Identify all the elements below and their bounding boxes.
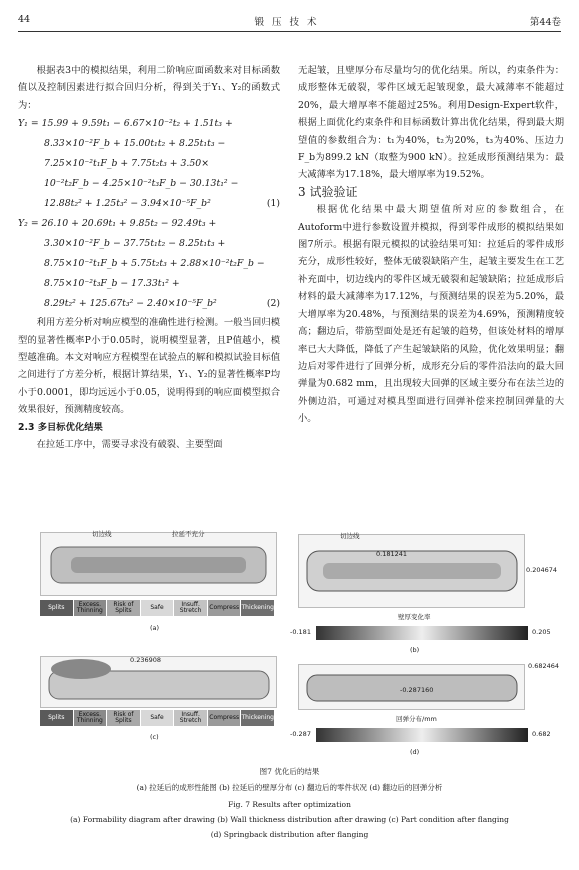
journal-title: 锻压技术: [254, 17, 325, 28]
equation-1: [18, 114, 280, 214]
intro-paragraph: 根据表3中的模拟结果，利用二阶响应面函数来对目标函数值以及控制因素进行拟合回归分析，得到关于Y₁、Y₂的函数式为：: [18, 65, 280, 111]
verification-paragraph: 根据优化结果中最大期望值所对应的参数组合，在Autoform中进行参数设置并模拟，得到零件成形的模拟结果如图7所示。根据有限元模拟的试验结果可知：拉延后的零件成形充分，成形性较好，整体无破裂缺陷产生，起皱主要发生在工艺补充面中，切边线内的零件区域无破裂和起皱缺陷；拉延成形后材料的最大减薄率为17.12%，与预测结果的误差为5.20%，最大增厚率为20.48%，与预测结果的误差为4.69%，预测精度较高；翻边后，带筋型面处是还有起皱的趋势，但该处材料的增厚率已大大降低，降低了产生起皱缺陷的风险，优化效果明显；翻边后对零件进行了回弹分析，成形充分后的零件沿法向的最大回弹量为0.682 mm，且出现较大回弹的区域主要分布在法兰边的外侧边沿，可通过对模具型面进行回弹补偿来控制回弹量的大小。: [298, 204, 564, 425]
part-a-shape: [41, 533, 276, 595]
figure-subcaption-en-2: (d) Springback distribution after flanging: [210, 830, 369, 839]
subfigure-label-d: (d): [410, 748, 420, 756]
eq1-line: 12.88t₂² + 1.25t₃² − 3.94×10⁻⁵F_b²: [44, 198, 211, 210]
legend-compress: Compress: [208, 600, 242, 616]
legend-insuff-stretch: Insuff. Stretch: [174, 600, 208, 616]
figure-caption-en: Fig. 7 Results after optimization: [228, 800, 351, 809]
section-heading-3: 3 试验验证: [298, 184, 358, 199]
section-heading-2-3: 2.3 多目标优化结果: [18, 421, 103, 433]
legend-safe: Safe: [141, 710, 175, 726]
legend-excess-thinning: Excess. Thinning: [74, 600, 108, 616]
legend-risk-of-splits: Risk of Splits: [107, 600, 141, 616]
legend-thickening: Thickening: [241, 600, 275, 616]
max-thinning-value: 0.181241: [376, 550, 408, 558]
equation-2: [18, 214, 280, 314]
part-b-shape: [299, 535, 524, 607]
thickness-color-scale: [316, 626, 528, 640]
header-rule: [18, 31, 561, 32]
legend-risk-of-splits: Risk of Splits: [107, 710, 141, 726]
eq1-line: Y₁ = 15.99 + 9.59t₁ − 6.67×10⁻²t₂ + 1.51t₃ +: [18, 118, 233, 130]
scale-max-d: 0.682: [532, 730, 551, 738]
eq1-line: 8.33×10⁻²F_b + 15.00t₁t₂ + 8.25t₁t₃ −: [44, 138, 226, 150]
figure-subcaption-cn: (a) 拉延后的成形性能图 (b) 拉延后的壁厚分布 (c) 翻边后的零件状况 (d) 翻边后的回弹分析: [136, 783, 443, 792]
subfigure-label-b: (b): [410, 646, 420, 654]
legend-excess-thinning: Excess. Thinning: [74, 710, 108, 726]
eq2-line: Y₂ = 26.10 + 20.69t₁ + 9.85t₂ − 92.49t₃ +: [18, 218, 217, 230]
panel-b-thickness-image: [298, 534, 525, 608]
springback-min-value: -0.287160: [400, 686, 434, 694]
eq2-number: (2): [266, 298, 280, 310]
scale-min-b: -0.181: [290, 628, 311, 636]
optimization-paragraph: 无起皱，且壁厚分布尽量均匀的优化结果。所以，约束条件为：成形整体无破裂，零件区域无起皱现象，最大减薄率不能超过20%，最大增厚率不能超过25%。利用Design-Expert软件，根据上面优化约束条件和目标函数计算出优化结果，得到最大期望值的参数组合为：t₁为40%，t₂为20%，t₃为40%、压边力F_b为899.2 kN（取整为900 kN）。拉延成形预测结果为：最大减薄率为17.18%，最大增厚率为19.52%。: [298, 65, 564, 181]
insufficient-draw-label: 拉延不充分: [172, 530, 205, 538]
figure-subcaption-en-1: (a) Formability diagram after drawing (b) Wall thickness distribution after drawing (c) Part condition after flanging: [70, 815, 509, 824]
eq2-line: 8.29t₂² + 125.67t₃² − 2.40×10⁻⁵F_b²: [44, 298, 217, 310]
trim-line-label-a: 切边线: [92, 530, 112, 538]
anova-paragraph: 利用方差分析对响应模型的准确性进行检测。一般当回归模型的显著性概率P小于0.05时，说明模型显著，且P值越小，模型越准确。本文对响应方程模型在试验点的解和模拟试验目标值之间进行了方差分析，根据计算结果，Y₁、Y₂的显著性概率P均小于0.0001，即均远远小于0.05，说明得到的响应面模型拟合效果很好，预测精度较高。: [18, 317, 280, 416]
legend-splits: Splits: [40, 710, 74, 726]
springback-color-scale: [316, 728, 528, 742]
legend-insuff-stretch: Insuff. Stretch: [174, 710, 208, 726]
subfigure-label-c: (c): [150, 733, 159, 741]
page-number: 44: [18, 14, 31, 25]
eq2-line: 3.30×10⁻²F_b − 37.75t₁t₂ − 8.25t₁t₃ +: [44, 238, 226, 250]
eq1-number: (1): [266, 198, 280, 210]
eq1-line: 10⁻²t₂F_b − 4.25×10⁻²t₃F_b − 30.13t₁² −: [44, 178, 239, 190]
right-column: [298, 62, 564, 428]
part-c-shape: [41, 657, 276, 707]
legend-splits: Splits: [40, 600, 74, 616]
running-header: [18, 14, 561, 28]
scale-max-b: 0.205: [532, 628, 551, 636]
eq2-line: 8.75×10⁻²t₁F_b + 5.75t₂t₃ + 2.88×10⁻²t₂F_b −: [44, 258, 265, 270]
formability-legend-a: [40, 600, 275, 616]
springback-distribution-label: 回弹分布/mm: [396, 715, 437, 723]
scale-min-d: -0.287: [290, 730, 311, 738]
subfigure-label-a: (a): [150, 624, 160, 632]
legend-compress: Compress: [208, 710, 242, 726]
springback-max-value: 0.682464: [528, 662, 560, 670]
volume-label: 第44卷: [529, 17, 561, 28]
legend-safe: Safe: [141, 600, 175, 616]
thickness-change-rate-label: 壁厚变化率: [398, 613, 431, 621]
panel-a-formability-image: [40, 532, 277, 596]
left-column: [18, 62, 280, 453]
eq2-line: 8.75×10⁻²t₃F_b − 17.33t₁² +: [44, 278, 180, 290]
figure-caption-cn: 图7 优化后的结果: [259, 767, 320, 776]
legend-thickening: Thickening: [241, 710, 275, 726]
trim-line-label-b: 切边线: [340, 532, 360, 540]
max-thickening-value: 0.204674: [526, 566, 558, 574]
eq1-line: 7.25×10⁻²t₁F_b + 7.75t₂t₃ + 3.50×: [44, 158, 209, 170]
flanging-value: 0.236908: [130, 656, 162, 664]
formability-legend-c: [40, 710, 275, 726]
drawing-paragraph: 在拉延工序中，需要寻求没有破裂、主要型面: [36, 439, 223, 451]
